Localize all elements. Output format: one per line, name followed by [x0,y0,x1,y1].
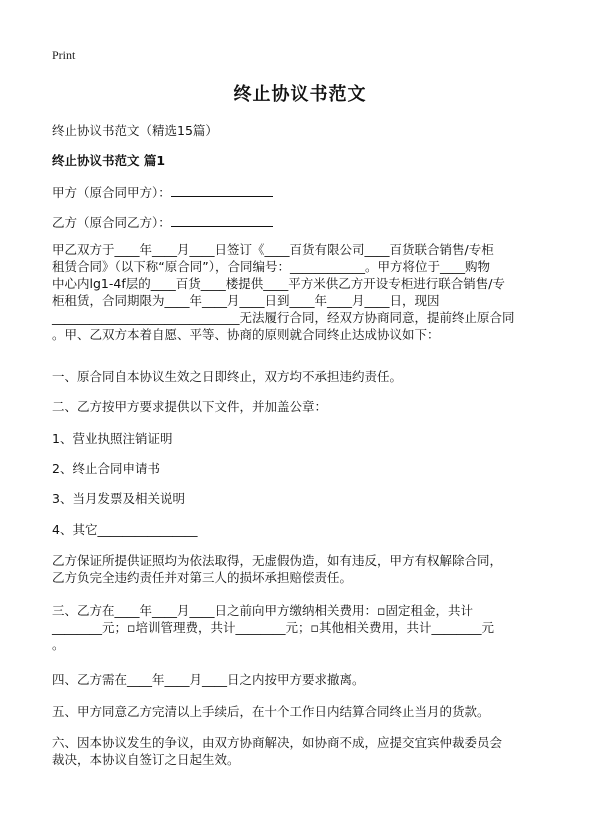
intro-row: 柜租赁，合同期限为____年____月____日到____年____月____日，现因 [52,293,440,308]
clause-6 [52,734,552,768]
section-heading: 终止协议书范文 篇1 [52,153,166,168]
party-b-blank [171,214,273,227]
intro-row: 租赁合同》（以下称“原合同”），合同编号：____________。甲方将位于____购物 [52,259,490,274]
party-b-line [52,214,552,231]
clause-3 [52,602,552,653]
required-item-2: 2、终止合同申请书 [52,461,160,476]
clause-5: 五、甲方同意乙方完清以上手续后，在十个工作日内结算合同终止当月的货款。 [52,704,490,719]
clause-1: 一、原合同自本协议生效之日即终止，双方均不承担违约责任。 [52,369,403,384]
intro-row: 甲乙双方于____年____月____日签订《____百货有限公司____百货联合销售/专柜 [52,242,494,257]
required-item-3: 3、当月发票及相关说明 [52,491,185,506]
party-a-blank [171,184,273,197]
print-link[interactable]: Print [52,48,76,62]
intro-row: 中心内lg1-4f层的____百货____楼提供____平方米供乙方开设专柜进行联合销售/专 [52,276,505,291]
required-item-1: 1、营业执照注销证明 [52,431,173,446]
guarantee-row: 乙方保证所提供证照均为依法取得，无虚假伪造，如有违反，甲方有权解除合同， [52,553,503,568]
intro-paragraph [52,241,552,343]
clause-3-row: 三、乙方在____年____月____日之前向甲方缴纳相关费用：▫固定租金，共计 [52,603,473,618]
clause-2: 二、乙方按甲方要求提供以下文件，并加盖公章： [52,399,328,414]
clause-4: 四、乙方需在____年____月____日之内按甲方要求撤离。 [52,672,365,687]
document-title: 终止协议书范文 [233,84,367,105]
guarantee-paragraph [52,552,552,586]
clause-3-row: 。 [52,637,65,652]
party-a-line [52,184,552,201]
clause-6-row: 六、因本协议发生的争议，由双方协商解决，如协商不成，应提交宜宾仲裁委员会 [52,735,503,750]
party-a-label: 甲方（原合同甲方）： [52,185,171,200]
intro-row: 。甲、乙双方本着自愿、平等、协商的原则就合同终止达成协议如下： [52,327,440,342]
required-item-4: 4、其它________________ [52,522,198,537]
clause-3-row: ________元；▫培训管理费，共计________元；▫其他相关费用，共计________元 [52,620,494,635]
clause-6-row: 裁决，本协议自签订之日起生效。 [52,752,240,767]
document-subtitle: 终止协议书范文（精选15篇） [52,123,218,138]
party-b-label: 乙方（原合同乙方）： [52,215,171,230]
intro-row: ______________________________无法履行合同，经双方协商同意，提前终止原合同 [52,310,515,325]
guarantee-row: 乙方负完全违约责任并对第三人的损坏承担赔偿责任。 [52,570,353,585]
